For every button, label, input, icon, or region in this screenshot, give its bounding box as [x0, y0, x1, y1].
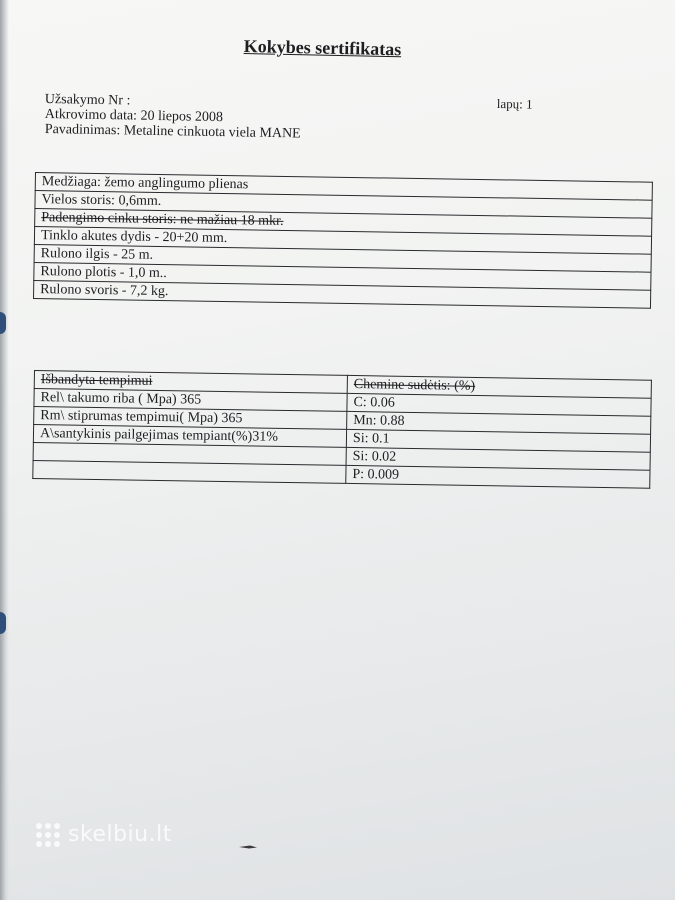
yield-strength-cell: Rel\ takumo riba ( Mpa) 365 — [34, 389, 347, 412]
test-results-table — [32, 370, 652, 489]
spec-material: Medžiaga: žemo anglingumo plienas — [35, 173, 652, 201]
page-edge-shadow — [0, 0, 9, 900]
binder-clip-mark — [0, 612, 6, 634]
spec-roll-length: Rulono ilgis - 25 m. — [34, 244, 651, 272]
silicon-cell-2: Si: 0.02 — [346, 447, 650, 470]
chemical-composition-header: Chemine sudėtis: (%) — [347, 375, 651, 398]
page-count: lapų: 1 — [496, 96, 533, 112]
spec-zinc-coating: Padengimo cinku storis: ne mažiau 18 mkr. — [35, 209, 652, 237]
spec-roll-width: Rulono plotis - 1,0 m.. — [34, 262, 651, 290]
ink-speck-mark — [238, 844, 258, 850]
tensile-test-header: Išbandyta tempimui — [34, 371, 347, 394]
watermark-logo-icon — [36, 823, 60, 847]
watermark — [36, 822, 172, 847]
carbon-cell: C: 0.06 — [347, 393, 651, 416]
order-number-line: Užsakymo Nr : — [44, 92, 131, 109]
product-specs-table — [33, 172, 653, 309]
shipment-date-line: Atkrovimo data: 20 liepos 2008 — [44, 107, 224, 126]
document-title: Kokybes sertifikatas — [243, 36, 402, 60]
silicon-cell: Si: 0.1 — [346, 429, 650, 452]
tensile-strength-cell: Rm\ stiprumas tempimui( Mpa) 365 — [34, 407, 347, 430]
product-name-line: Pavadinimas: Metaline cinkuota viela MANE — [44, 122, 301, 142]
watermark-text: skelbiu.lt — [68, 822, 172, 847]
spec-roll-weight: Rulono svoris - 7,2 kg. — [34, 280, 651, 308]
phosphorus-cell: P: 0.009 — [346, 465, 650, 488]
binder-clip-mark — [0, 312, 6, 334]
spec-wire-thickness: Vielos storis: 0,6mm. — [35, 191, 652, 219]
elongation-cell: A\santykinis pailgejimas tempiant(%)31% — [33, 425, 346, 448]
spec-mesh-size: Tinklo akutes dydis - 20+20 mm. — [34, 227, 651, 255]
manganese-cell: Mn: 0.88 — [347, 411, 651, 434]
empty-cell — [33, 460, 346, 483]
